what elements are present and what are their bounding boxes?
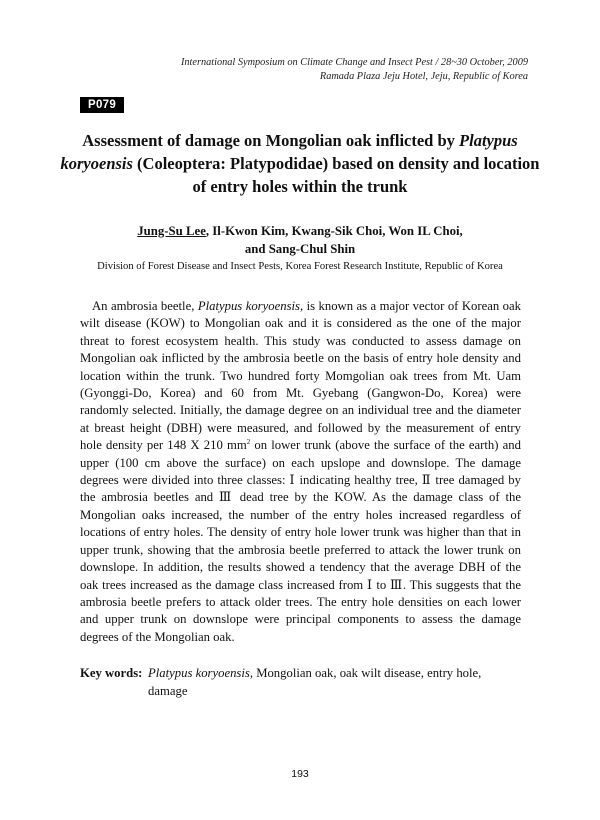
- keywords-line2: damage: [148, 683, 188, 698]
- author-line2: and Sang-Chul Shin: [244, 242, 356, 256]
- abstract-species-italic: Platypus koryoensis,: [197, 299, 304, 313]
- affiliation: Division of Forest Disease and Insect Pests, Korea Forest Research Institute, Republic of Korea: [97, 261, 503, 272]
- abstract-text-1: An ambrosia beetle,: [92, 299, 198, 313]
- presenting-author: Jung-Su Lee: [137, 224, 206, 238]
- author-line1: [70, 222, 530, 240]
- title-part2: (Coleoptera: Platypodidae) based on density and location of entry holes within the trunk: [132, 154, 540, 196]
- title-species-italic: Platypus koryoensis: [60, 131, 518, 173]
- conference-header: [181, 56, 528, 84]
- keywords-label: Key words:: [80, 666, 143, 680]
- author-list: [70, 222, 530, 258]
- conference-header-line1: International Symposium on Climate Change and Insect Pest / 28~30 October, 2009: [180, 57, 528, 68]
- title-part1: Assessment of damage on Mongolian oak inflicted by: [82, 131, 460, 150]
- page-number: 193: [291, 768, 309, 780]
- keywords-line1: [80, 665, 481, 683]
- paper-code-badge: P079: [80, 97, 124, 113]
- abstract-text-3: on lower trunk (above the surface of the earth) and upper (100 cm above the surface) on each upslope and downslope. The damage degrees were divided into three classes: Ⅰ indicating healthy tree, Ⅱ tree damaged by the ambrosia beetles and Ⅲ dead tree by the KOW. As the damage class of the Mongolian oaks increased, the number of the entry holes increased regardless of locations of entry holes. The density of entry hole lower trunk was higher than that in upper trunk, showing that the ambrosia beetle preferred to attack the lower trunk on downslope. In addition, the results showed a tendency that the average DBH of the oak trees increased as the damage class increased from Ⅰ to Ⅲ. This suggests that the ambrosia beetle prefers to attack older trees. The entry hole densities on each lower and upper trunk on downslope were principal components to assess the damage degrees of the Mongolian oak.: [80, 438, 521, 644]
- keywords-block: [80, 665, 481, 700]
- abstract-text-2: is known as a major vector of Korean oak wilt disease (KOW) to Mongolian oak and it is considered as the one of the major threat to forest ecosystem health. This study was conducted to assess damage on Mongolian oak inflicted by the ambrosia beetle on the basis of entry hole density and location within the trunk. Two hundred forty Momgolian oak trees from Mt. Uam (Gyonggi-Do, Korea) and 60 from Mt. Gyebang (Gangwon-Do, Korea) were randomly selected. Initially, the damage degree on an individual tree and the diameter at breast height (DBH) were measured, and followed by the measurement of entry hole density per 148 X 210 mm: [80, 299, 521, 453]
- paper-title: [60, 129, 540, 198]
- conference-header-line2: Ramada Plaza Jeju Hotel, Jeju, Republic of Korea: [319, 71, 528, 82]
- abstract-superscript: 2: [246, 438, 251, 447]
- co-authors: , Il-Kwon Kim, Kwang-Sik Choi, Won IL Choi,: [205, 224, 463, 238]
- keywords-species-italic: Platypus koryoensis: [148, 666, 250, 680]
- abstract-body: [80, 298, 521, 646]
- keywords-list: , Mongolian oak, oak wilt disease, entry hole,: [249, 666, 482, 680]
